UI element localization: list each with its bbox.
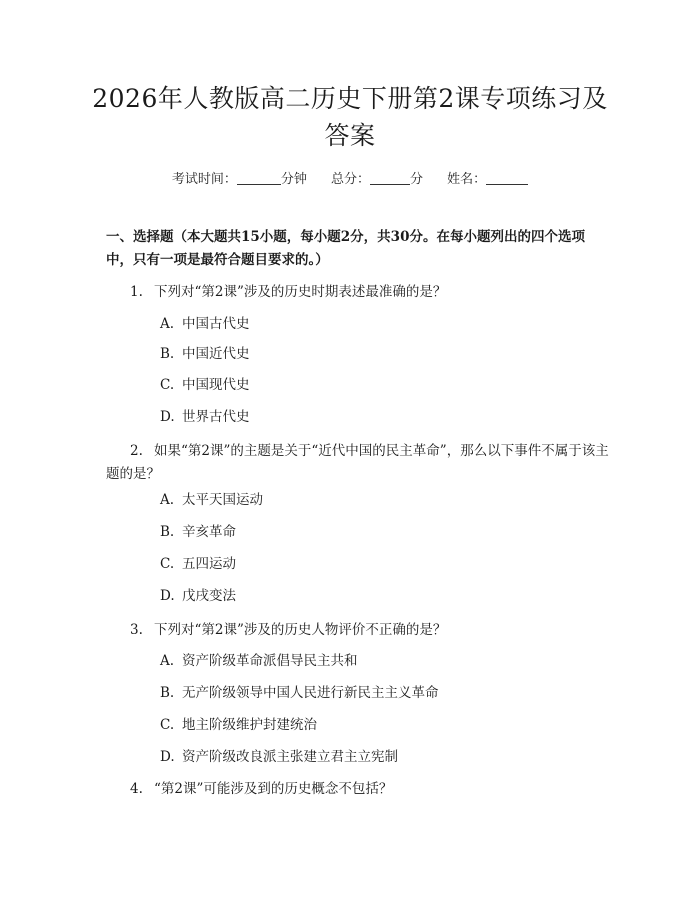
question-1-option-d — [160, 407, 250, 427]
question-2-option-d — [160, 586, 236, 606]
option-letter: D. — [160, 409, 175, 425]
question-1-option-b — [160, 344, 250, 364]
question-2 — [106, 440, 611, 486]
option-text: 中国古代史 — [182, 316, 250, 332]
option-text: 世界古代史 — [182, 409, 250, 425]
question-3-option-d — [160, 747, 398, 767]
option-letter: B. — [160, 685, 175, 701]
option-text: 五四运动 — [182, 556, 236, 572]
option-text: 辛亥革命 — [182, 524, 236, 540]
option-text: 中国现代史 — [182, 377, 250, 393]
option-letter: A. — [160, 316, 175, 332]
question-number: 4. — [130, 781, 143, 797]
exam-info-line — [0, 168, 700, 187]
question-3-option-c — [160, 715, 317, 735]
option-letter: B. — [160, 346, 175, 362]
exam-time-blank — [237, 172, 281, 185]
question-number: 3. — [130, 622, 143, 638]
option-letter: D. — [160, 749, 175, 765]
total-score-label: 总分： — [330, 172, 370, 187]
question-text: 下列对“第2课”涉及的历史人物评价不正确的是？ — [154, 622, 447, 638]
question-number: 1. — [130, 284, 143, 300]
section-heading: 一、选择题（本大题共15小题，每小题2分，共30分。在每小题列出的四个选项中，只有一项是最符合题目要求的。） — [106, 229, 585, 268]
option-text: 戊戌变法 — [182, 588, 236, 604]
question-text: 如果“第2课”的主题是关于“近代中国的民主革命”，那么以下事件不属于该主题的是？ — [106, 443, 609, 482]
option-letter: A. — [160, 653, 175, 669]
question-number: 2. — [130, 443, 143, 459]
option-text: 中国近代史 — [182, 346, 250, 362]
exam-time-label: 考试时间： — [171, 172, 237, 187]
question-3-option-a — [160, 651, 358, 671]
option-letter: C. — [160, 556, 175, 572]
name-label: 姓名： — [447, 172, 487, 187]
question-1-option-a — [160, 314, 250, 334]
question-2-option-a — [160, 490, 263, 510]
exam-time-field — [172, 172, 311, 187]
question-3 — [106, 619, 611, 642]
question-1-option-c — [160, 375, 250, 395]
option-letter: D. — [160, 588, 175, 604]
exam-time-unit: 分钟 — [280, 172, 307, 187]
total-score-field — [331, 172, 427, 187]
question-2-option-b — [160, 522, 236, 542]
option-letter: A. — [160, 492, 175, 508]
option-text: 地主阶级维护封建统治 — [182, 717, 317, 733]
question-text: 下列对“第2课”涉及的历史时期表述最准确的是？ — [154, 284, 447, 300]
option-letter: B. — [160, 524, 175, 540]
name-blank — [486, 172, 528, 185]
question-3-option-b — [160, 683, 439, 703]
option-text: 资产阶级改良派主张建立君主立宪制 — [182, 749, 398, 765]
question-1 — [106, 281, 611, 304]
option-text: 资产阶级革命派倡导民主共和 — [182, 653, 358, 669]
question-4 — [106, 778, 611, 801]
option-letter: C. — [160, 377, 175, 393]
name-field — [447, 172, 528, 187]
total-score-unit: 分 — [410, 172, 424, 187]
page-title: 2026年人教版高二历史下册第2课专项练习及答案 — [92, 84, 608, 150]
option-text: 太平天国运动 — [182, 492, 263, 508]
option-text: 无产阶级领导中国人民进行新民主主义革命 — [182, 685, 439, 701]
total-score-blank — [370, 172, 410, 185]
question-2-option-c — [160, 554, 236, 574]
question-text: “第2课”可能涉及到的历史概念不包括？ — [154, 781, 393, 797]
option-letter: C. — [160, 717, 175, 733]
